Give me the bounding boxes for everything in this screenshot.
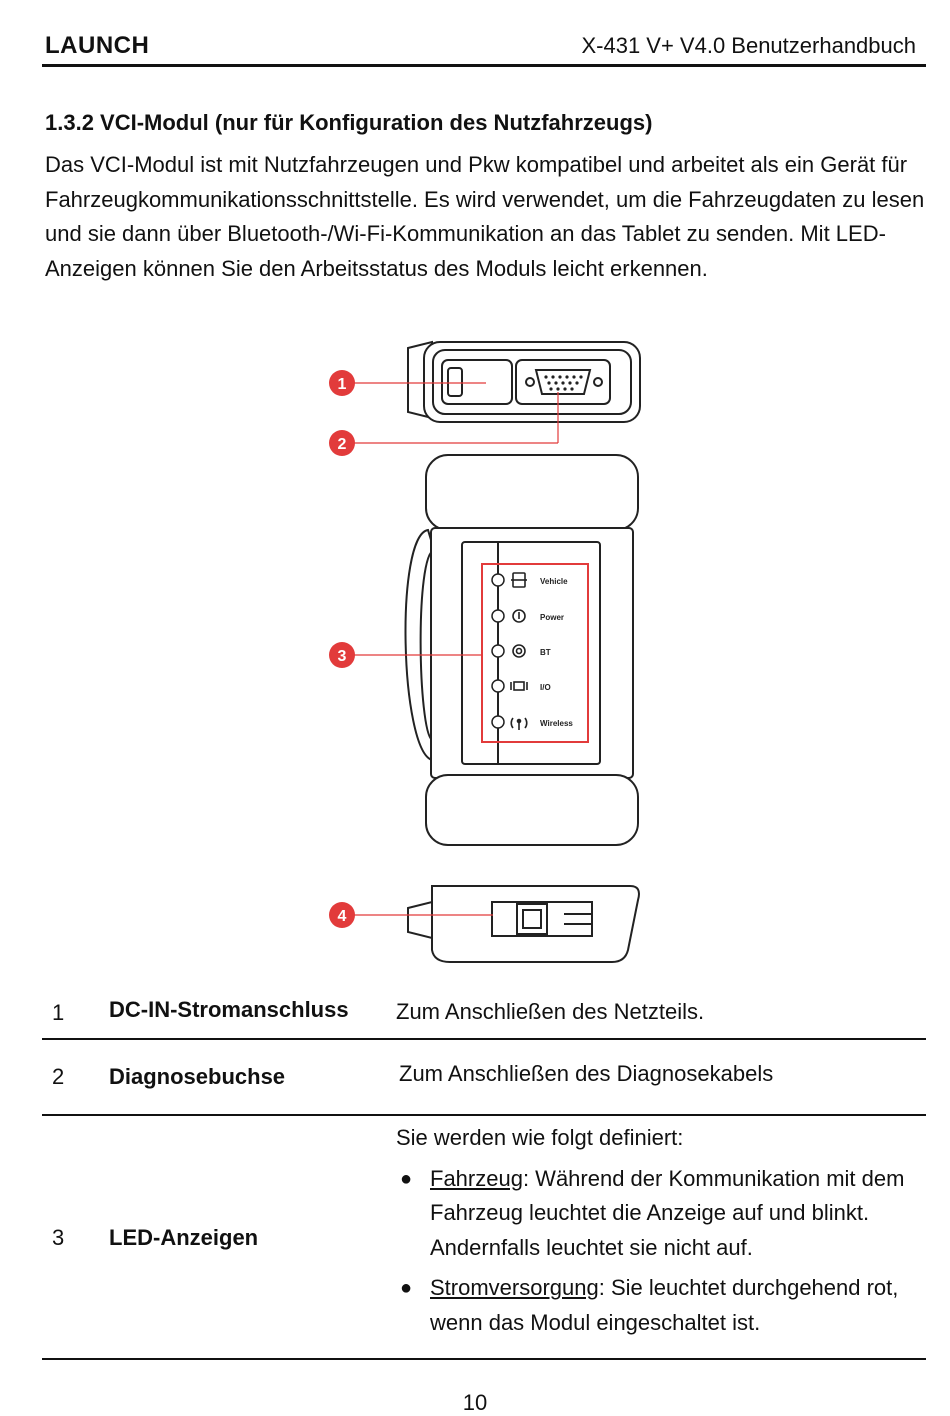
bullet-label: Fahrzeug	[430, 1165, 523, 1191]
header-rule	[42, 64, 926, 67]
section-intro: Das VCI-Modul ist mit Nutzfahrzeugen und Pkw kompatibel und arbeitet als ein Gerät für Fahrzeugkommunikationsschnittstelle. Es wird verwendet, um die Fahrzeugdaten zu lesen und sie dann über Bluetooth-/Wi-Fi-Kommunikation an das Tablet zu senden. Mit LED-Anzeigen können Sie den Arbeitsstatus des Moduls leicht erkennen.	[45, 152, 925, 281]
header-manual-title: X-431 V+ V4.0 Benutzerhandbuch	[581, 33, 916, 58]
led-definition-intro: Sie werden wie folgt definiert:	[396, 1125, 684, 1150]
led-label-vehicle: Vehicle	[540, 577, 568, 586]
bullet-label: Stromversorgung	[430, 1275, 599, 1300]
row-number: 3	[52, 1225, 65, 1250]
table-divider	[42, 1114, 926, 1116]
callout-4-label: 4	[337, 908, 347, 925]
led-wireless	[492, 716, 504, 728]
top-view-drawing	[408, 342, 640, 422]
led-label-power: Power	[540, 613, 565, 622]
row-description	[396, 1121, 921, 1346]
list-item	[396, 1162, 921, 1266]
vci-module-figure	[300, 330, 660, 980]
table-divider	[42, 1358, 926, 1360]
row-number: 2	[52, 1064, 65, 1089]
led-definition-list	[396, 1162, 921, 1341]
led-vehicle	[492, 574, 504, 586]
row-description: Zum Anschließen des Netzteils.	[396, 999, 705, 1024]
led-bt	[492, 645, 504, 657]
led-power	[492, 610, 504, 622]
callout-1-label: 1	[337, 376, 347, 393]
row-number: 1	[52, 1000, 65, 1025]
callout-2-label: 2	[337, 436, 347, 453]
row-term: Diagnosebuchse	[109, 1064, 286, 1089]
led-label-io: I/O	[540, 683, 551, 692]
section-title: 1.3.2 VCI-Modul (nur für Konfiguration des Nutzfahrzeugs)	[45, 110, 653, 135]
list-item	[396, 1271, 921, 1340]
led-label-bt: BT	[540, 648, 551, 657]
row-term: DC-IN-Stromanschluss	[109, 997, 349, 1022]
header-brand: LAUNCH	[45, 32, 150, 59]
page-number: 10	[462, 1390, 488, 1415]
led-io	[492, 680, 504, 692]
bullet-text: : Während der Kommunikation mit dem Fahrzeug leuchtet die Anzeige auf und blinkt. Andernfalls leuchtet sie nicht auf.	[430, 1165, 905, 1260]
bullet-icon: ●	[400, 1167, 413, 1190]
row-description: Zum Anschließen des Diagnosekabels	[399, 1061, 774, 1086]
callout-3-label: 3	[337, 648, 347, 665]
bullet-icon: ●	[400, 1277, 413, 1299]
bottom-view-drawing	[408, 886, 639, 962]
row-term: LED-Anzeigen	[109, 1225, 259, 1250]
table-divider	[42, 1038, 926, 1040]
bullet-text: : Sie leuchtet durchgehend rot, wenn das Modul eingeschaltet ist.	[430, 1275, 899, 1335]
led-label-wireless: Wireless	[540, 719, 573, 728]
